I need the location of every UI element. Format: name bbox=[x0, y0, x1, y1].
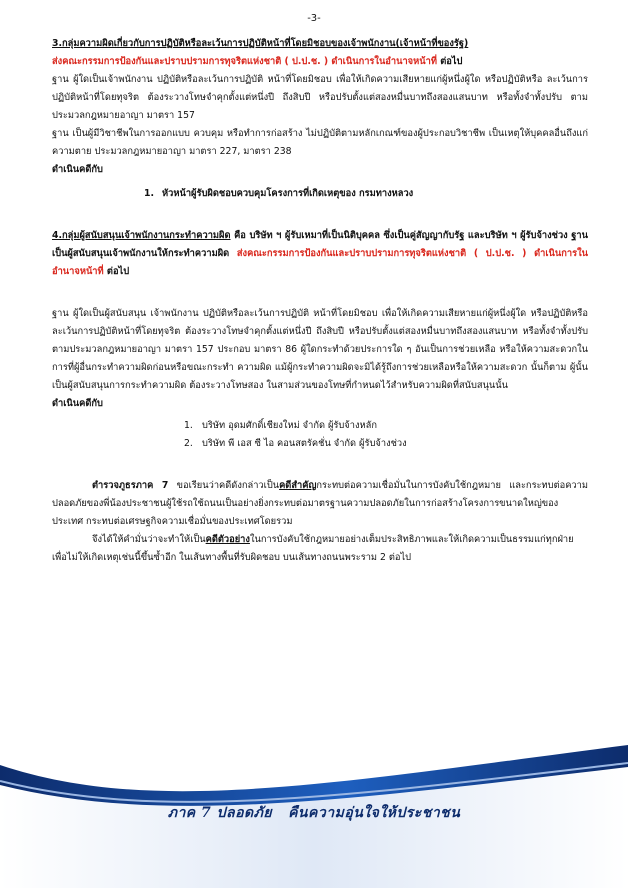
closing-org: ตำรวจภูธรภาค 7 bbox=[92, 480, 169, 491]
document-body bbox=[52, 35, 588, 567]
closing-para1 bbox=[52, 477, 588, 531]
page-number: -3- bbox=[307, 13, 321, 24]
section3-referral bbox=[52, 53, 588, 71]
section4-defendant-list bbox=[184, 417, 588, 453]
section4-heading-underlined: 4.กลุ่มผู้สนับสนุนเจ้าพนักงานกระทำความผิด bbox=[52, 230, 231, 241]
section3-referral-red: ส่งคณะกรรมการป้องกันและปราบปรามการทุจริตแห่งชาติ ( ป.ป.ช. ) ดำเนินการในอำนาจหน้าที่ bbox=[52, 56, 437, 67]
closing-p2-start: จึงได้ให้คำมั่นว่าจะทำให้เป็น bbox=[92, 534, 206, 545]
closing-example-case: คดีตัวอย่าง bbox=[205, 534, 250, 545]
defendant-text: บริษัท อุดมศักดิ์เชียงใหม่ จำกัด ผู้รับจ้างหลัก bbox=[202, 420, 377, 431]
footer-slogan-part2: คืนความอุ่นใจให้ประชาชน bbox=[288, 805, 461, 821]
closing-p1-rest: กระทบต่อความเชื่อมั่นในการบังคับใช้กฎหมาย และกระทบต่อความปลอดภัยของพี่น้องประชาชนผู้ใช้รถใช้ถนนเป็นอย่างยิ่งกระทบต่อมาตรฐานความปลอดภัยในการก่อสร้างโครงการขนาดใหญ่ของประเทศ กระทบต่อเศรษฐกิจความเชื่อมั่นของประเทศโดยรวม bbox=[52, 480, 588, 527]
section3-heading: 3.กลุ่มความผิดเกี่ยวกับการปฏิบัติหรือละเว้นการปฏิบัติหน้าที่โดยมิชอบของเจ้าพนักงาน(เจ้าหน้าที่ของรัฐ) bbox=[52, 38, 469, 49]
closing-para2 bbox=[52, 531, 588, 567]
section3-referral-tail: ต่อไป bbox=[436, 56, 463, 67]
defendant-text: หัวหน้าผู้รับผิดชอบควบคุมโครงการที่เกิดเหตุของ กรมทางหลวง bbox=[162, 188, 414, 199]
section4-action-label: ดำเนินคดีกับ bbox=[52, 398, 103, 409]
section3-para2: ฐาน เป็นผู้มีวิชาชีพในการออกแบบ ควบคุม หรือทำการก่อสร้าง ไม่ปฏิบัติตามหลักเกณฑ์ของผู้ประกอบวิชาชีพ เป็นเหตุให้บุคคลอื่นถึงแก่ความตาย ประมวลกฎหมายอาญา มาตรา 227, มาตรา 238 bbox=[52, 128, 588, 157]
defendant-item bbox=[184, 435, 588, 453]
defendant-item bbox=[184, 417, 588, 435]
defendant-item bbox=[144, 185, 588, 203]
footer-slogan bbox=[0, 802, 628, 824]
defendant-text: บริษัท พี เอส ซี ไอ คอนสตรัคชั่น จำกัด ผู้รับจ้างช่วง bbox=[202, 438, 407, 449]
section4-referral-red: ส่งคณะกรรมการป้องกันและปราบปรามการทุจริตแห่งชาติ ( ป.ป.ช. ) ดำเนินการในอำนาจหน้าที่ bbox=[52, 248, 588, 277]
section4-para1: ฐาน ผู้ใดเป็นผู้สนับสนุน เจ้าพนักงาน ปฏิบัติหรือละเว้นการปฏิบัติ หน้าที่โดยมิชอบ เพื่อให้เกิดความเสียหายแก่ผู้หนึ่งผู้ใด หรือปฏิบัติหรือ ละเว้นการปฏิบัติหน้าที่โดยทุจริต ต้องระวางโทษจำคุกตั้งแต่หนึ่งปี ถึงสิบปี หรือปรับตั้งแต่สองหมื่นบาทถึงสองแสนบาท หรือทั้งจำทั้งปรับ ตามประมวลกฎหมายอาญา มาตรา 157 ประกอบ มาตรา 86 ผู้ใดกระทำด้วยประการใด ๆ อันเป็นการช่วยเหลือ หรือให้ความสะดวกในการที่ผู้อื่นกระทำความผิดก่อนหรือขณะกระทำ ความผิด แม้ผู้กระทำความผิดจะมิได้รู้ถึงการช่วยเหลือหรือให้ความสะดวก นั้นก็ตาม ผู้นั้นเป็นผู้สนับสนุนการกระทำความผิด ต้องระวางโทษสอง ในสามส่วนของโทษที่กำหนดไว้สำหรับความผิดที่สนับสนุนนั้น bbox=[52, 308, 588, 391]
section4-heading-bold: คือ บริษัท ฯ ผู้รับเหมาที่เป็นนิติบุคคล ซึ่งเป็นคู่สัญญากับรัฐ และบริษัท ฯ ผู้รับจ้างช่วง ฐานเป็นผู้สนับสนุนเจ้าพนักงานให้กระทำความผิด bbox=[52, 230, 588, 259]
section4-heading bbox=[52, 227, 588, 281]
closing-important-case: คดีสำคัญ bbox=[279, 480, 317, 491]
closing-p2-rest: ในการบังคับใช้กฎหมายอย่างเต็มประสิทธิภาพและให้เกิดความเป็นธรรมแก่ทุกฝ่าย เพื่อไม่ให้เกิดเหตุเช่นนี้ขึ้นซ้ำอีก ในเส้นทางพื้นที่รับผิดชอบ บนเส้นทางถนนพระราม 2 ต่อไป bbox=[52, 534, 574, 563]
footer-slogan-part1: ภาค 7 ปลอดภัย bbox=[167, 805, 273, 821]
defendant-num: 1. bbox=[144, 188, 155, 199]
section3-defendant-list bbox=[144, 185, 588, 203]
defendant-num: 1. bbox=[184, 420, 193, 431]
section3-para1: ฐาน ผู้ใดเป็นเจ้าพนักงาน ปฏิบัติหรือละเว้นการปฏิบัติ หน้าที่โดยมิชอบ เพื่อให้เกิดความเสียหายแก่ผู้หนึ่งผู้ใด หรือปฏิบัติหรือ ละเว้นการปฏิบัติหน้าที่โดยทุจริต ต้องระวางโทษจำคุกตั้งแต่หนึ่งปี ถึงสิบปี หรือปรับตั้งแต่สองหมื่นบาทถึงสองแสนบาท หรือทั้งจำทั้งปรับ ตามประมวลกฎหมายอาญา มาตรา 157 bbox=[52, 74, 588, 121]
section3-action-label: ดำเนินคดีกับ bbox=[52, 164, 103, 175]
closing-p1-mid: ขอเรียนว่าคดีดังกล่าวเป็น bbox=[168, 480, 280, 491]
section4-referral-tail: ต่อไป bbox=[103, 266, 130, 277]
defendant-num: 2. bbox=[184, 438, 193, 449]
